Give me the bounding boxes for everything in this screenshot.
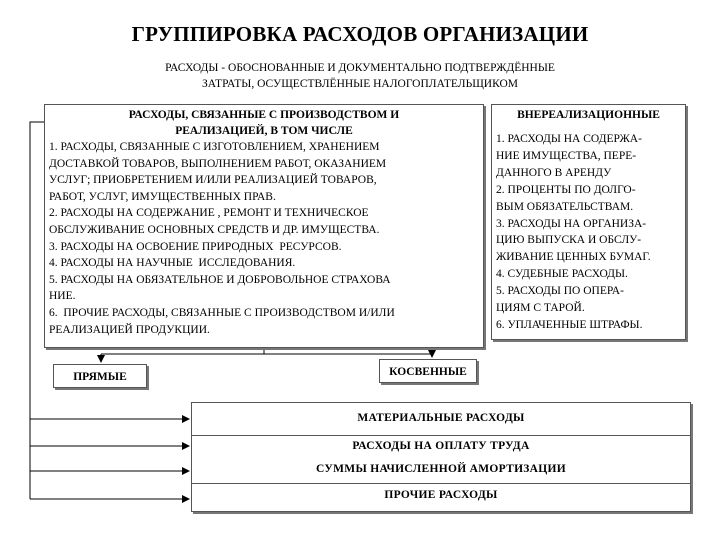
- page-title: ГРУППИРОВКА РАСХОДОВ ОРГАНИЗАЦИИ: [131, 22, 589, 46]
- production-line: НИЕ.: [49, 290, 76, 303]
- non-operating-line: 6. УПЛАЧЕННЫЕ ШТРАФЫ.: [496, 318, 643, 331]
- production-line: УСЛУГ; ПРИОБРЕТЕНИЕМ И/ИЛИ РЕАЛИЗАЦИЕЙ ТОВАРОВ,: [49, 174, 377, 187]
- direct-expenses-box: ПРЯМЫЕ: [53, 364, 147, 388]
- indirect-expenses-box: КОСВЕННЫЕ: [379, 359, 477, 383]
- production-line: 3. РАСХОДЫ НА ОСВОЕНИЕ ПРИРОДНЫХ РЕСУРСОВ.: [49, 240, 342, 253]
- cost-element-labor: РАСХОДЫ НА ОПЛАТУ ТРУДА: [352, 440, 530, 452]
- non-operating-title: ВНЕРЕАЛИЗАЦИОННЫЕ: [517, 109, 660, 121]
- expenses-definition: РАСХОДЫ - ОБОСНОВАННЫЕ И ДОКУМЕНТАЛЬНО ПОДТВЕРЖДЁННЫЕ ЗАТРАТЫ, ОСУЩЕСТВЛЁННЫЕ НАЛОГОПЛАТЕЛЬЩИКОМ: [165, 62, 555, 90]
- production-line: 4. РАСХОДЫ НА НАУЧНЫЕ ИССЛЕДОВАНИЯ.: [49, 257, 296, 270]
- non-operating-line: 3. РАСХОДЫ НА ОРГАНИЗА-: [496, 217, 647, 230]
- production-line: 6. ПРОЧИЕ РАСХОДЫ, СВЯЗАННЫЕ С ПРОИЗВОДСТВОМ И/ИЛИ: [49, 306, 395, 319]
- production-line: РЕАЛИЗАЦИЕЙ ПРОДУКЦИИ.: [49, 323, 210, 336]
- production-line: 1. РАСХОДЫ, СВЯЗАННЫЕ С ИЗГОТОВЛЕНИЕМ, ХРАНЕНИЕМ: [49, 141, 380, 153]
- left-bracket-line: [30, 122, 44, 499]
- non-operating-line: НИЕ ИМУЩЕСТВА, ПЕРЕ-: [496, 149, 637, 162]
- non-operating-line: 4. СУДЕБНЫЕ РАСХОДЫ.: [496, 268, 628, 281]
- production-line: 2. РАСХОДЫ НА СОДЕРЖАНИЕ , РЕМОНТ И ТЕХНИЧЕСКОЕ: [49, 207, 369, 220]
- production-line: РАБОТ, УСЛУГ, ИМУЩЕСТВЕННЫХ ПРАВ.: [49, 190, 276, 203]
- non-operating-line: 5. РАСХОДЫ ПО ОПЕРА-: [496, 285, 624, 298]
- cost-element-material: МАТЕРИАЛЬНЫЕ РАСХОДЫ: [357, 412, 525, 424]
- production-line: ОБСЛУЖИВАНИЕ ОСНОВНЫХ СРЕДСТВ И ДР. ИМУЩЕСТВА.: [49, 223, 380, 236]
- non-operating-expenses-box: [491, 104, 686, 340]
- non-operating-line: ЦИЯМ С ТАРОЙ.: [496, 302, 585, 315]
- non-operating-list: [496, 131, 681, 334]
- non-operating-line: 2. ПРОЦЕНТЫ ПО ДОЛГО-: [496, 183, 636, 196]
- non-operating-line: ЦИЮ ВЫПУСКА И ОБСЛУ-: [496, 234, 642, 247]
- row-divider: [192, 483, 690, 484]
- non-operating-line: 1. РАСХОДЫ НА СОДЕРЖА-: [496, 133, 642, 145]
- non-operating-line: ВЫМ ОБЯЗАТЕЛЬСТВАМ.: [496, 200, 634, 213]
- production-expenses-list: [49, 139, 479, 338]
- production-expenses-title: РАСХОДЫ, СВЯЗАННЫЕ С ПРОИЗВОДСТВОМ И РЕАЛИЗАЦИЕЙ, В ТОМ ЧИСЛЕ: [128, 109, 400, 137]
- cost-elements-box: [191, 402, 691, 512]
- non-operating-line: ЖИВАНИЕ ЦЕННЫХ БУМАГ.: [496, 251, 651, 264]
- cost-element-other: ПРОЧИЕ РАСХОДЫ: [384, 489, 498, 501]
- non-operating-line: ДАННОГО В АРЕНДУ: [496, 166, 612, 179]
- row-divider: [192, 435, 690, 436]
- production-line: ДОСТАВКОЙ ТОВАРОВ, ВЫПОЛНЕНИЕМ РАБОТ, ОКАЗАНИЕМ: [49, 157, 387, 170]
- production-expenses-box: [44, 104, 484, 348]
- cost-element-amortization: СУММЫ НАЧИСЛЕННОЙ АМОРТИЗАЦИИ: [315, 463, 567, 475]
- production-line: 5. РАСХОДЫ НА ОБЯЗАТЕЛЬНОЕ И ДОБРОВОЛЬНОЕ СТРАХОВА: [49, 273, 391, 286]
